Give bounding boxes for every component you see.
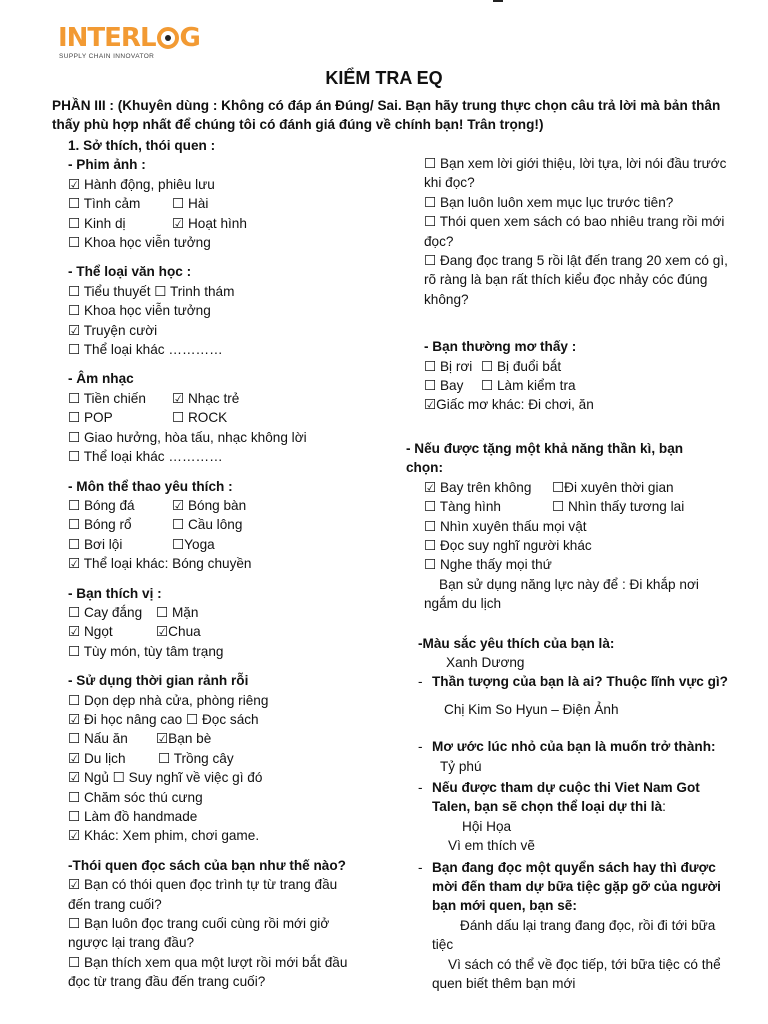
reading-options-continued	[424, 154, 732, 309]
option[interactable]: ☐ Tùy món, tùy tâm trạng	[68, 643, 224, 659]
logo-tagline: SUPPLY CHAIN INNOVATOR	[59, 53, 155, 60]
option[interactable]: ☐ Dọn dẹp nhà cửa, phòng riêng	[68, 692, 269, 708]
question-label: - Âm nhạc	[68, 371, 134, 387]
option[interactable]: ☑Chua	[156, 624, 201, 640]
question-kha-nang	[406, 439, 746, 614]
question-label: - Bạn thích vị :	[68, 585, 162, 601]
question-the-loai-van-hoc	[68, 262, 398, 359]
answer: Vì sách có thể về đọc tiếp, tới bữa tiệc có thể quen biết thêm bạn mới	[432, 956, 721, 992]
option[interactable]: ☐ Hài	[172, 196, 209, 212]
option[interactable]: ☑Bạn bè	[156, 731, 212, 747]
option[interactable]: ☐ Đọc suy nghĩ người khác	[424, 537, 592, 553]
question-colon: :	[662, 799, 666, 815]
option[interactable]: ☑ Truyện cười	[68, 322, 158, 338]
option[interactable]: ☐ Tiểu thuyết ☐ Trinh thám	[68, 283, 235, 299]
option[interactable]: ☐ POP	[68, 410, 113, 426]
intro-text: PHẦN III : (Khuyên dùng : Không có đáp án Đúng/ Sai. Bạn hãy trung thực chọn câu trả lời mà bản thân thấy phù hợp nhất để chúng tôi có đánh giá đúng về chính bạn! Trân trọng!)	[52, 98, 721, 132]
question-than-tuong: - Thần tượng của bạn là ai? Thuộc lĩnh vực gì? Chị Kim So Hyun – Điện Ảnh	[418, 672, 746, 719]
question-am-nhac	[68, 369, 398, 466]
question-label: - Nếu được tặng một khả năng thần kì, bạn chọn:	[406, 440, 684, 476]
option[interactable]: ☑ Ngọt	[68, 624, 113, 640]
option[interactable]: ☐ Trồng cây	[158, 750, 234, 766]
option[interactable]: ☐ Bạn thích xem qua một lượt rồi mới bắt đầu đọc từ trang đầu đến trang cuối?	[68, 954, 348, 990]
company-logo	[58, 24, 200, 60]
option[interactable]: ☐Yoga	[172, 536, 215, 552]
option[interactable]: ☐ Nhìn thấy tương lai	[552, 499, 685, 515]
option[interactable]: ☐ Làm đồ handmade	[68, 809, 198, 824]
option[interactable]: ☐ Bay	[424, 378, 464, 394]
question-phim-anh	[68, 155, 398, 252]
question-label: - Thể loại văn học :	[68, 264, 192, 280]
option[interactable]: ☑ Khác: Xem phim, chơi game.	[68, 828, 260, 844]
section-heading: 1. Sở thích, thói quen :	[68, 138, 216, 153]
option[interactable]: ☐ Giao hưởng, hòa tấu, nhạc không lời	[68, 429, 307, 445]
option[interactable]: ☐ Làm kiểm tra	[481, 378, 576, 394]
option[interactable]: ☐ Nhìn xuyên thấu mọi vật	[424, 518, 587, 534]
question-mo-uoc: - Mơ ước lúc nhỏ của bạn là muốn trở thành: Tỷ phú	[418, 737, 746, 776]
question-label: - Phim ảnh :	[68, 157, 146, 173]
question-talent: - Nếu được tham dự cuộc thi Viet Nam Got Talen, bạn sẽ chọn thể loại dự thi là: Hội Họa Vì em thích vẽ	[418, 778, 746, 856]
page-title: KIỂM TRA EQ	[325, 68, 443, 88]
option[interactable]: ☐ Nghe thấy mọi thứ	[424, 557, 552, 573]
option[interactable]: ☑ Đi học nâng cao ☐ Đọc sách	[68, 711, 259, 727]
option[interactable]: ☐ Bóng đá	[68, 497, 135, 513]
question-thoi-gian-ranh	[68, 671, 398, 846]
question-label: -Màu sắc yêu thích của bạn là:	[418, 635, 615, 651]
option[interactable]: ☑ Thể loại khác: Bóng chuyền	[68, 556, 252, 572]
option[interactable]: ☑ Ngủ ☐ Suy nghĩ về việc gì đó	[68, 770, 263, 786]
option[interactable]: ☐ ROCK	[172, 410, 228, 426]
option[interactable]: ☐ Tàng hình	[424, 499, 501, 515]
option[interactable]: ☑ Du lịch	[68, 750, 126, 766]
option[interactable]: ☐ Thể loại khác …………	[68, 342, 223, 358]
answer: Tỷ phú	[440, 758, 482, 774]
question-mo-thay	[424, 337, 746, 415]
question-thoi-quen-doc-sach	[68, 856, 398, 992]
option[interactable]: ☐ Thể loại khác …………	[68, 449, 223, 465]
option[interactable]: ☐ Cay đắng	[68, 604, 143, 620]
option[interactable]: ☐ Tình cảm	[68, 196, 141, 212]
option[interactable]: ☐ Bạn luôn đọc trang cuối cùng rồi mới giở ngược lại trang đầu?	[68, 916, 330, 951]
answer: Vì em thích vẽ	[448, 838, 535, 854]
question-label: Mơ ước lúc nhỏ của bạn là muốn trở thành:	[432, 739, 716, 755]
option[interactable]: ☐ Bơi lội	[68, 536, 123, 552]
option[interactable]: ☐ Bóng rổ	[68, 517, 132, 533]
option[interactable]: ☑ Bóng bàn	[172, 497, 247, 513]
top-edge-mark	[493, 0, 503, 2]
answer: Hội Họa	[462, 818, 512, 834]
question-the-thao	[68, 477, 398, 574]
left-column	[68, 136, 398, 992]
option[interactable]: ☐ Bạn xem lời giới thiệu, lời tựa, lời nói đầu trước khi đọc?	[424, 156, 727, 191]
question-label: -Thói quen đọc sách của bạn như thế nào?	[68, 857, 346, 873]
answer: Bạn sử dụng năng lực này để : Đi khắp nơi ngắm du lịch	[424, 576, 699, 612]
option[interactable]: ☐ Bị rơi	[424, 358, 473, 374]
logo-eye-icon	[157, 27, 179, 49]
question-label: - Bạn thường mơ thấy :	[424, 339, 577, 355]
option[interactable]: ☐ Bị đuổi bắt	[481, 358, 562, 374]
option[interactable]: ☐ Kinh dị	[68, 215, 126, 231]
question-label: - Môn thể thao yêu thích :	[68, 478, 233, 494]
option[interactable]: ☐ Nấu ăn	[68, 731, 128, 747]
right-column	[406, 154, 746, 993]
option[interactable]: ☑ Hoạt hình	[172, 215, 247, 231]
question-quyen-sach: - Bạn đang đọc một quyển sách hay thì được mời đến tham dự bữa tiệc gặp gỡ của người bạn mới quen, bạn sẽ: Đánh dấu lại trang đang đọc, rồi đi tới bữa tiệc Vì sách có thể về đọc tiếp, tới bữa tiệc có thể quen biết thêm bạn mới	[418, 858, 746, 994]
question-label: Nếu được tham dự cuộc thi Viet Nam Got Talen, bạn sẽ chọn thể loại dự thi là	[432, 779, 700, 815]
question-label: Thần tượng của bạn là ai? Thuộc lĩnh vực gì?	[432, 674, 728, 690]
option[interactable]: ☑ Bay trên không	[424, 479, 532, 495]
answer: Xanh Dương	[446, 654, 525, 670]
option[interactable]: ☑ Hành động, phiêu lưu	[68, 176, 215, 192]
option[interactable]: ☑ Bạn có thói quen đọc trình tự từ trang đầu đến trang cuối?	[68, 877, 338, 912]
option[interactable]: ☑Giấc mơ khác: Đi chơi, ăn	[424, 397, 594, 413]
option[interactable]: ☐ Chăm sóc thú cưng	[68, 789, 203, 805]
option[interactable]: ☐ Thói quen xem sách có bao nhiêu trang rồi mới đọc?	[424, 214, 725, 249]
logo-text-before: INTERL	[58, 23, 156, 53]
answer: Đánh dấu lại trang đang đọc, rồi đi tới bữa tiệc	[432, 917, 716, 953]
option[interactable]: ☐ Tiền chiến	[68, 390, 146, 406]
question-label: Bạn đang đọc một quyển sách hay thì được mời đến tham dự bữa tiệc gặp gỡ của người bạn mới quen, bạn sẽ:	[432, 859, 721, 914]
option[interactable]: ☐ Đang đọc trang 5 rồi lật đến trang 20 xem có gì, rõ ràng là bạn rất thích kiểu đọc nhảy cóc đúng không?	[424, 253, 728, 307]
option[interactable]: ☐Đi xuyên thời gian	[552, 479, 674, 495]
logo-text-after: G	[179, 23, 200, 53]
question-label: - Sử dụng thời gian rảnh rỗi	[68, 673, 249, 689]
option[interactable]: ☐ Cầu lông	[172, 517, 243, 533]
option[interactable]: ☐ Khoa học viễn tưởng	[68, 303, 211, 319]
question-mau-sac	[418, 634, 746, 673]
question-thich-vi	[68, 584, 398, 662]
answer: Chị Kim So Hyun – Điện Ảnh	[444, 701, 619, 717]
option[interactable]: ☐ Bạn luôn luôn xem mục lục trước tiên?	[424, 194, 674, 210]
option[interactable]: ☐ Mặn	[156, 604, 199, 620]
option[interactable]: ☑ Nhạc trẻ	[172, 390, 240, 406]
option[interactable]: ☐ Khoa học viễn tưởng	[68, 235, 211, 251]
